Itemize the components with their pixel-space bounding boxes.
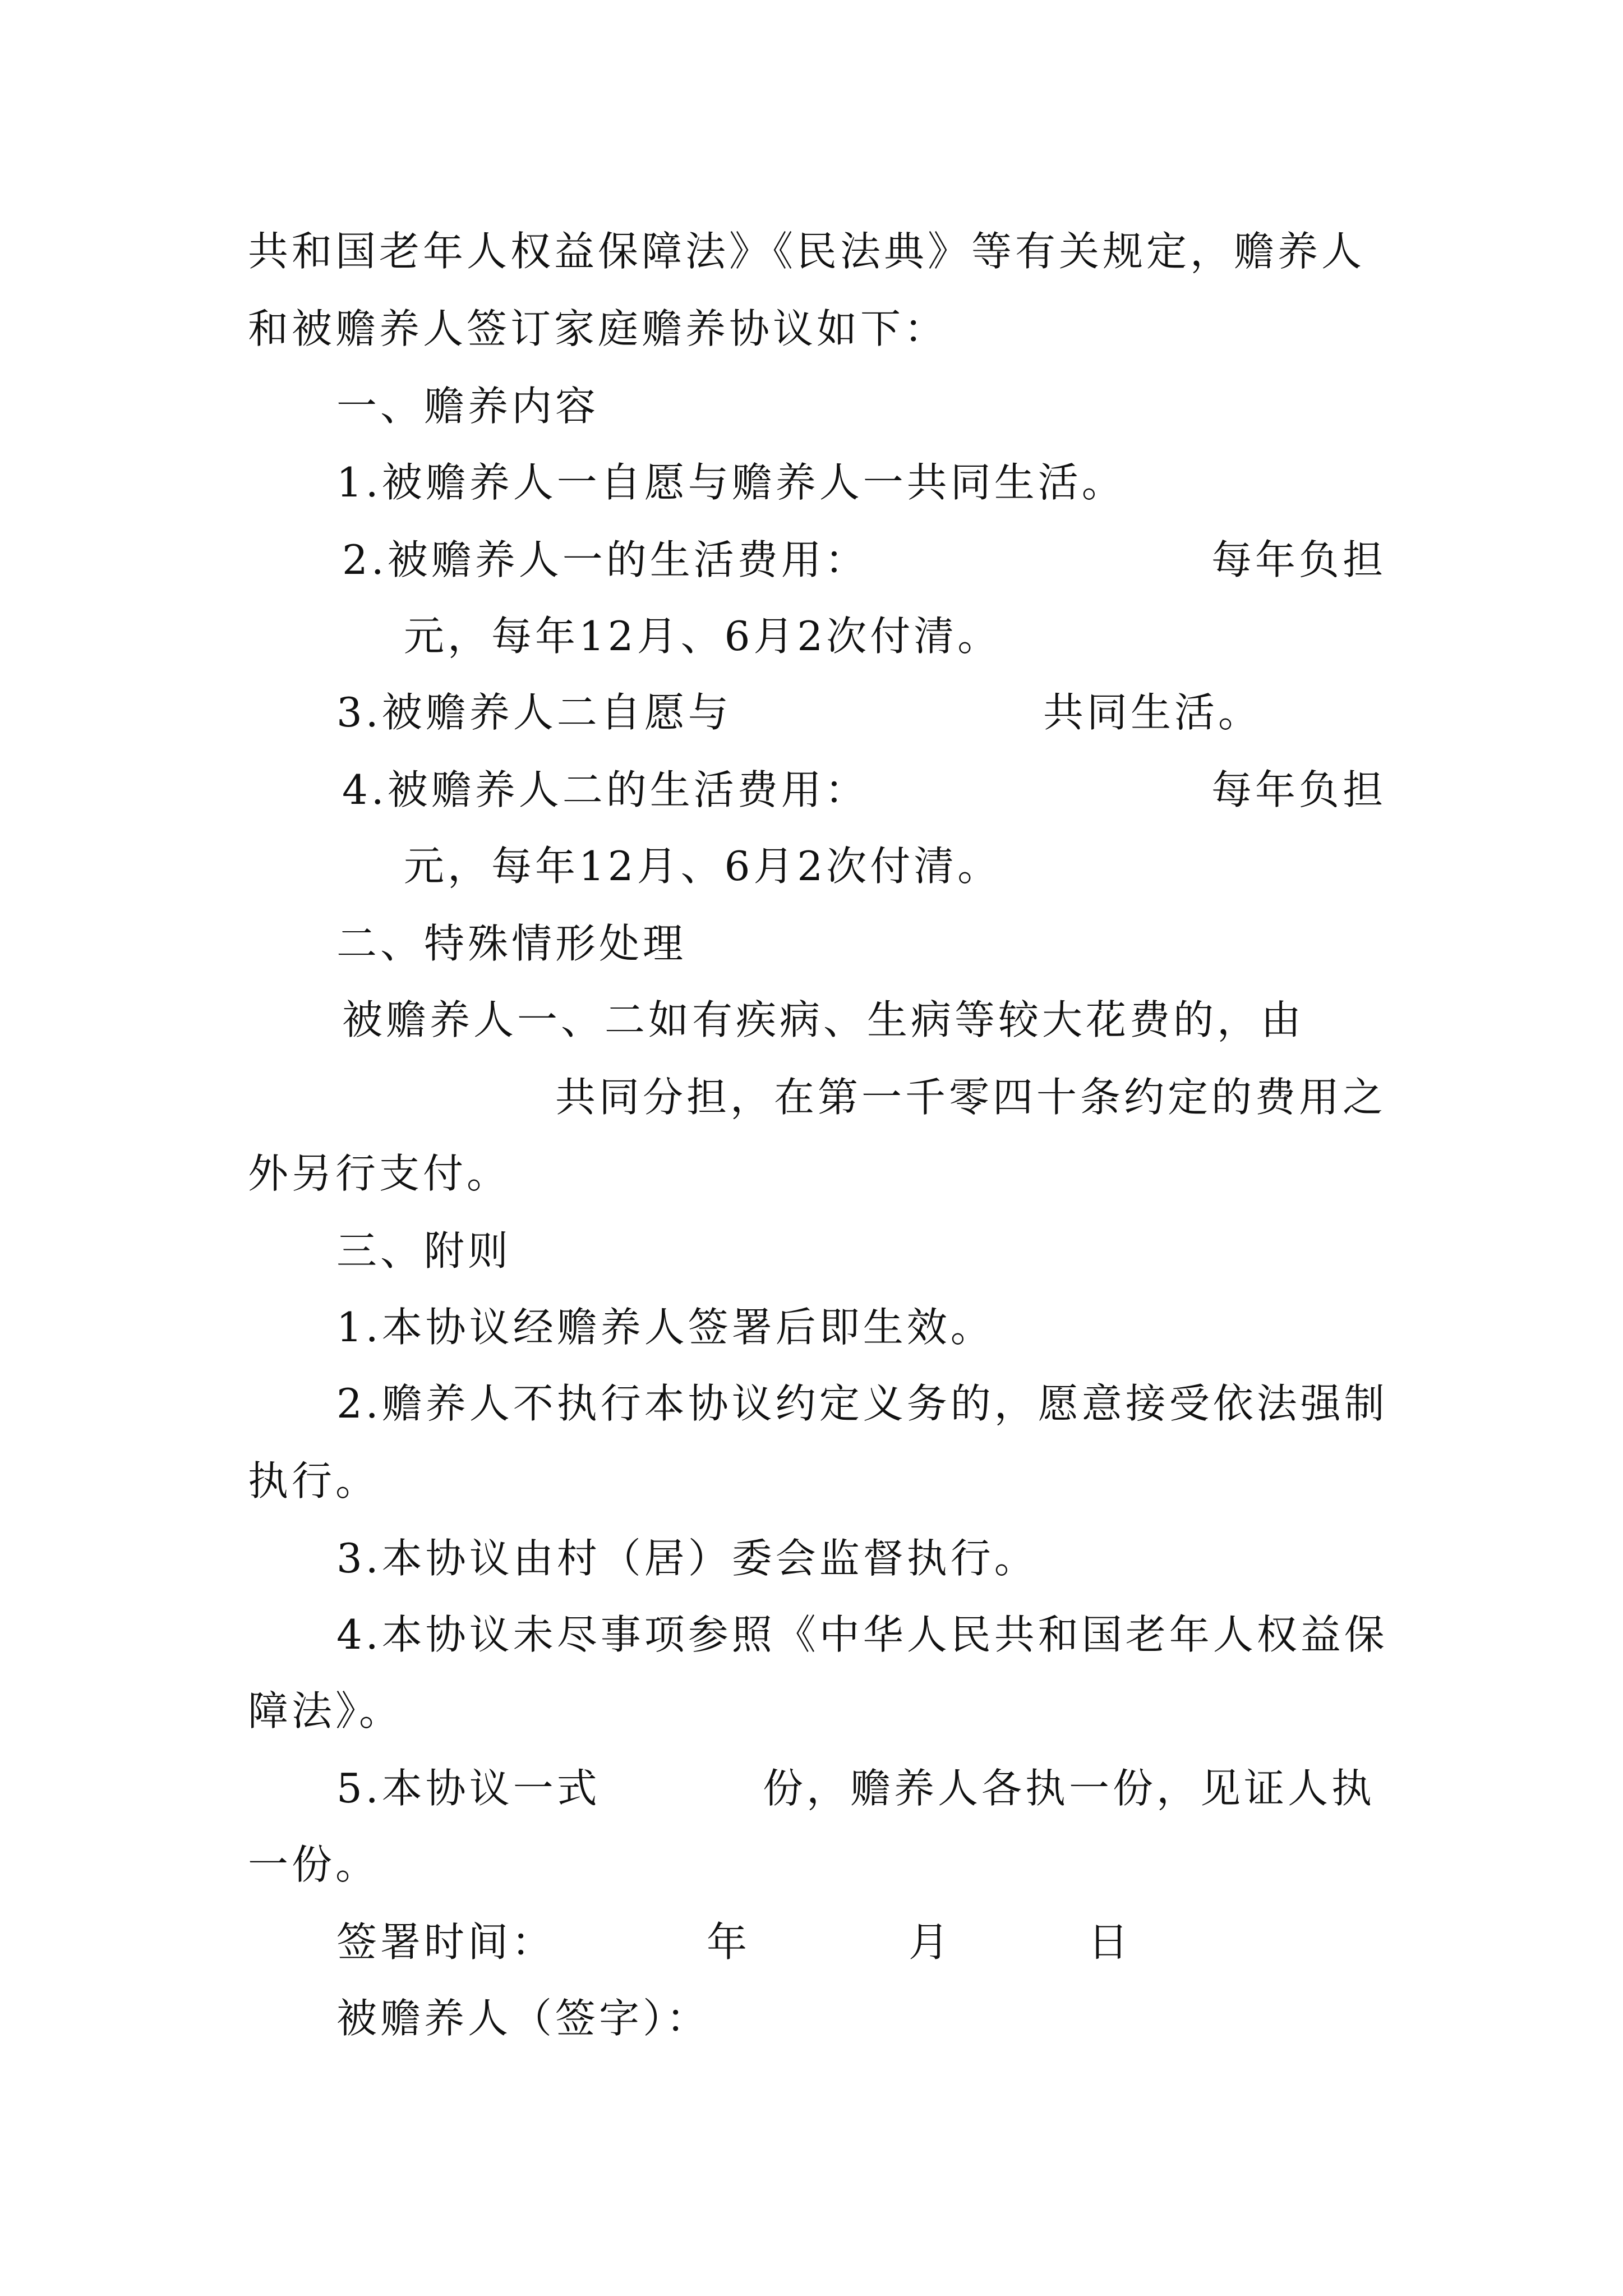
signature-month: 月: [909, 1918, 953, 1966]
intro-line-1: 共和国老年人权益保障法》《民法典》等有关规定，赡养人: [248, 228, 1366, 275]
item-5-label: 5.本协议一式: [336, 1765, 601, 1812]
section-3-heading: 三、附则: [336, 1227, 512, 1274]
intro-line-2: 和被赡养人签订家庭赡养协议如下：: [248, 305, 948, 352]
item-2-label: 2.被赡养人一的生活费用：: [342, 536, 869, 583]
item-4-label: 4.被赡养人二的生活费用：: [342, 766, 869, 813]
section-1-item-3: [336, 685, 1386, 739]
section-2-para-line-2: 共同分担，在第一千零四十条约定的费用之: [555, 1074, 1387, 1121]
signature-day: 日: [1088, 1918, 1132, 1966]
section-1-heading: 一、赡养内容: [336, 383, 600, 430]
item-3-label: 3.被赡养人二自愿与: [336, 689, 732, 736]
item-2-annual: 每年负担: [1211, 536, 1386, 583]
section-2-para-line-1: 被赡养人一、二如有疾病、生病等较大花费的，由: [342, 996, 1305, 1043]
section-3-item-1: 1.本协议经赡养人签署后即生效。: [336, 1304, 994, 1351]
signature-date-label: 签署时间：: [336, 1918, 556, 1966]
signature-signer-label: 被赡养人（签字）：: [336, 1995, 711, 2042]
item-4-annual: 每年负担: [1211, 766, 1386, 813]
section-2-para-line-3: 外另行支付。: [248, 1150, 511, 1197]
signature-year: 年: [707, 1918, 751, 1966]
section-3-item-2-line-1: 2.赡养人不执行本协议约定义务的，愿意接受依法强制: [336, 1380, 1388, 1427]
item-3-tail: 共同生活。: [1043, 689, 1262, 736]
section-1-item-1: 1.被赡养人一自愿与赡养人一共同生活。: [336, 459, 1126, 506]
section-2-heading: 二、特殊情形处理: [336, 920, 687, 967]
section-3-item-3: 3.本协议由村（居）委会监督执行。: [336, 1535, 1038, 1582]
section-3-item-4-line-1: 4.本协议未尽事项参照《中华人民共和国老年人权益保: [336, 1611, 1388, 1658]
signature-date-row: [336, 1915, 1386, 1969]
section-1-item-2-cont: 元，每年12月、6月2次付清。: [404, 613, 1002, 660]
section-1-item-2: [342, 533, 1386, 587]
section-3-item-4-line-2: 障法》。: [248, 1687, 403, 1734]
section-3-item-5: [336, 1761, 1386, 1815]
section-3-item-2-line-2: 执行。: [248, 1457, 380, 1504]
section-1-item-4: [342, 763, 1386, 817]
item-5-tail: 份，赡养人各执一份，见证人执: [763, 1765, 1376, 1812]
section-3-item-5-line-2: 一份。: [248, 1841, 380, 1888]
section-1-item-4-cont: 元，每年12月、6月2次付清。: [404, 843, 1002, 890]
